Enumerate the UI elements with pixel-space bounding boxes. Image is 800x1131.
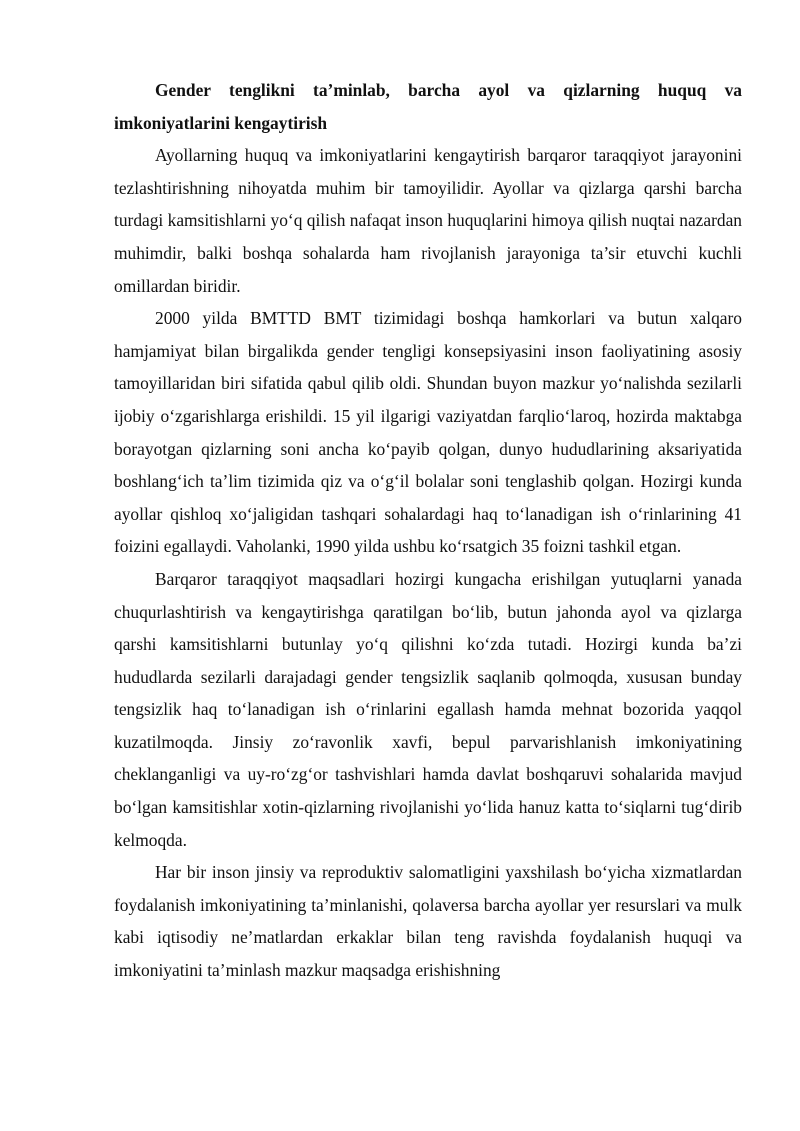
paragraph-3: Barqaror taraqqiyot maqsadlari hozirgi kungacha erishilgan yutuqlarni yanada chuqurlashtirish va kengaytirishga qaratilgan bo‘lib, butun jahonda ayol va qizlarga qarshi kamsitishlarni butunlay yo‘q qilishni ko‘zda tutadi. Hozirgi kunda ba’zi hududlarda sezilarli darajadagi gender tengsizlik saqlanib qolmoqda, xususan bunday tengsizlik haq to‘lanadigan ish o‘rinlarini egallash hamda mehnat bozorida yaqqol kuzatilmoqda. Jinsiy zo‘ravonlik xavfi, bepul parvarishlanish imkoniyatining cheklanganligi va uy-ro‘zg‘or tashvishlari hamda davlat boshqaruvi sohalarida mavjud bo‘lgan kamsitishlar xotin-qizlarning rivojlanishi yo‘lida hanuz katta to‘siqlarni tug‘dirib kelmoqda.	[114, 568, 742, 850]
document-body	[114, 74, 742, 987]
section-heading: Gender tenglikni ta’minlab, barcha ayol va qizlarning huquq va imkoniyatlarini kengaytirish	[114, 80, 742, 133]
paragraph-2: 2000 yilda BMTTD BMT tizimidagi boshqa hamkorlari va butun xalqaro hamjamiyat bilan birgalikda gender tengligi konsepsiyasini inson faoliyatining asosiy tamoyillaridan biri sifatida qabul qilib oldi. Shundan buyon mazkur yo‘nalishda sezilarli ijobiy o‘zgarishlarga erishildi. 15 yil ilgarigi vaziyatdan farqlio‘laroq, hozirda maktabga borayotgan qizlarning soni ancha ko‘payib qolgan, dunyo hududlarining aksariyatida boshlang‘ich ta’lim tizimida qiz va o‘g‘il bolalar soni tenglashib qolgan. Hozirgi kunda ayollar qishloq xo‘jaligidan tashqari sohalardagi haq to‘lanadigan ish o‘rinlarining 41 foizini egallaydi. Vaholanki, 1990 yilda ushbu ko‘rsatgich 35 foizni tashkil etgan.	[114, 308, 742, 557]
paragraph-1: Ayollarning huquq va imkoniyatlarini kengaytirish barqaror taraqqiyot jarayonini tezlashtirishning nihoyatda muhim bir tamoyilidir. Ayollar va qizlarga qarshi barcha turdagi kamsitishlarni yo‘q qilish nafaqat inson huquqlarini himoya qilish nuqtai nazardan muhimdir, balki boshqa sohalarda ham rivojlanish jarayoniga ta’sir etuvchi kuchli omillardan biridir.	[114, 145, 742, 296]
paragraph-4: Har bir inson jinsiy va reproduktiv salomatligini yaxshilash bo‘yicha xizmatlardan foydalanish imkoniyatining ta’minlanishi, qolaversa barcha ayollar yer resurslari va mulk kabi iqtisodiy ne’matlardan erkaklar bilan teng ravishda foydalanish huquqi va imkoniyatini ta’minlash mazkur maqsadga erishishning	[114, 862, 742, 981]
